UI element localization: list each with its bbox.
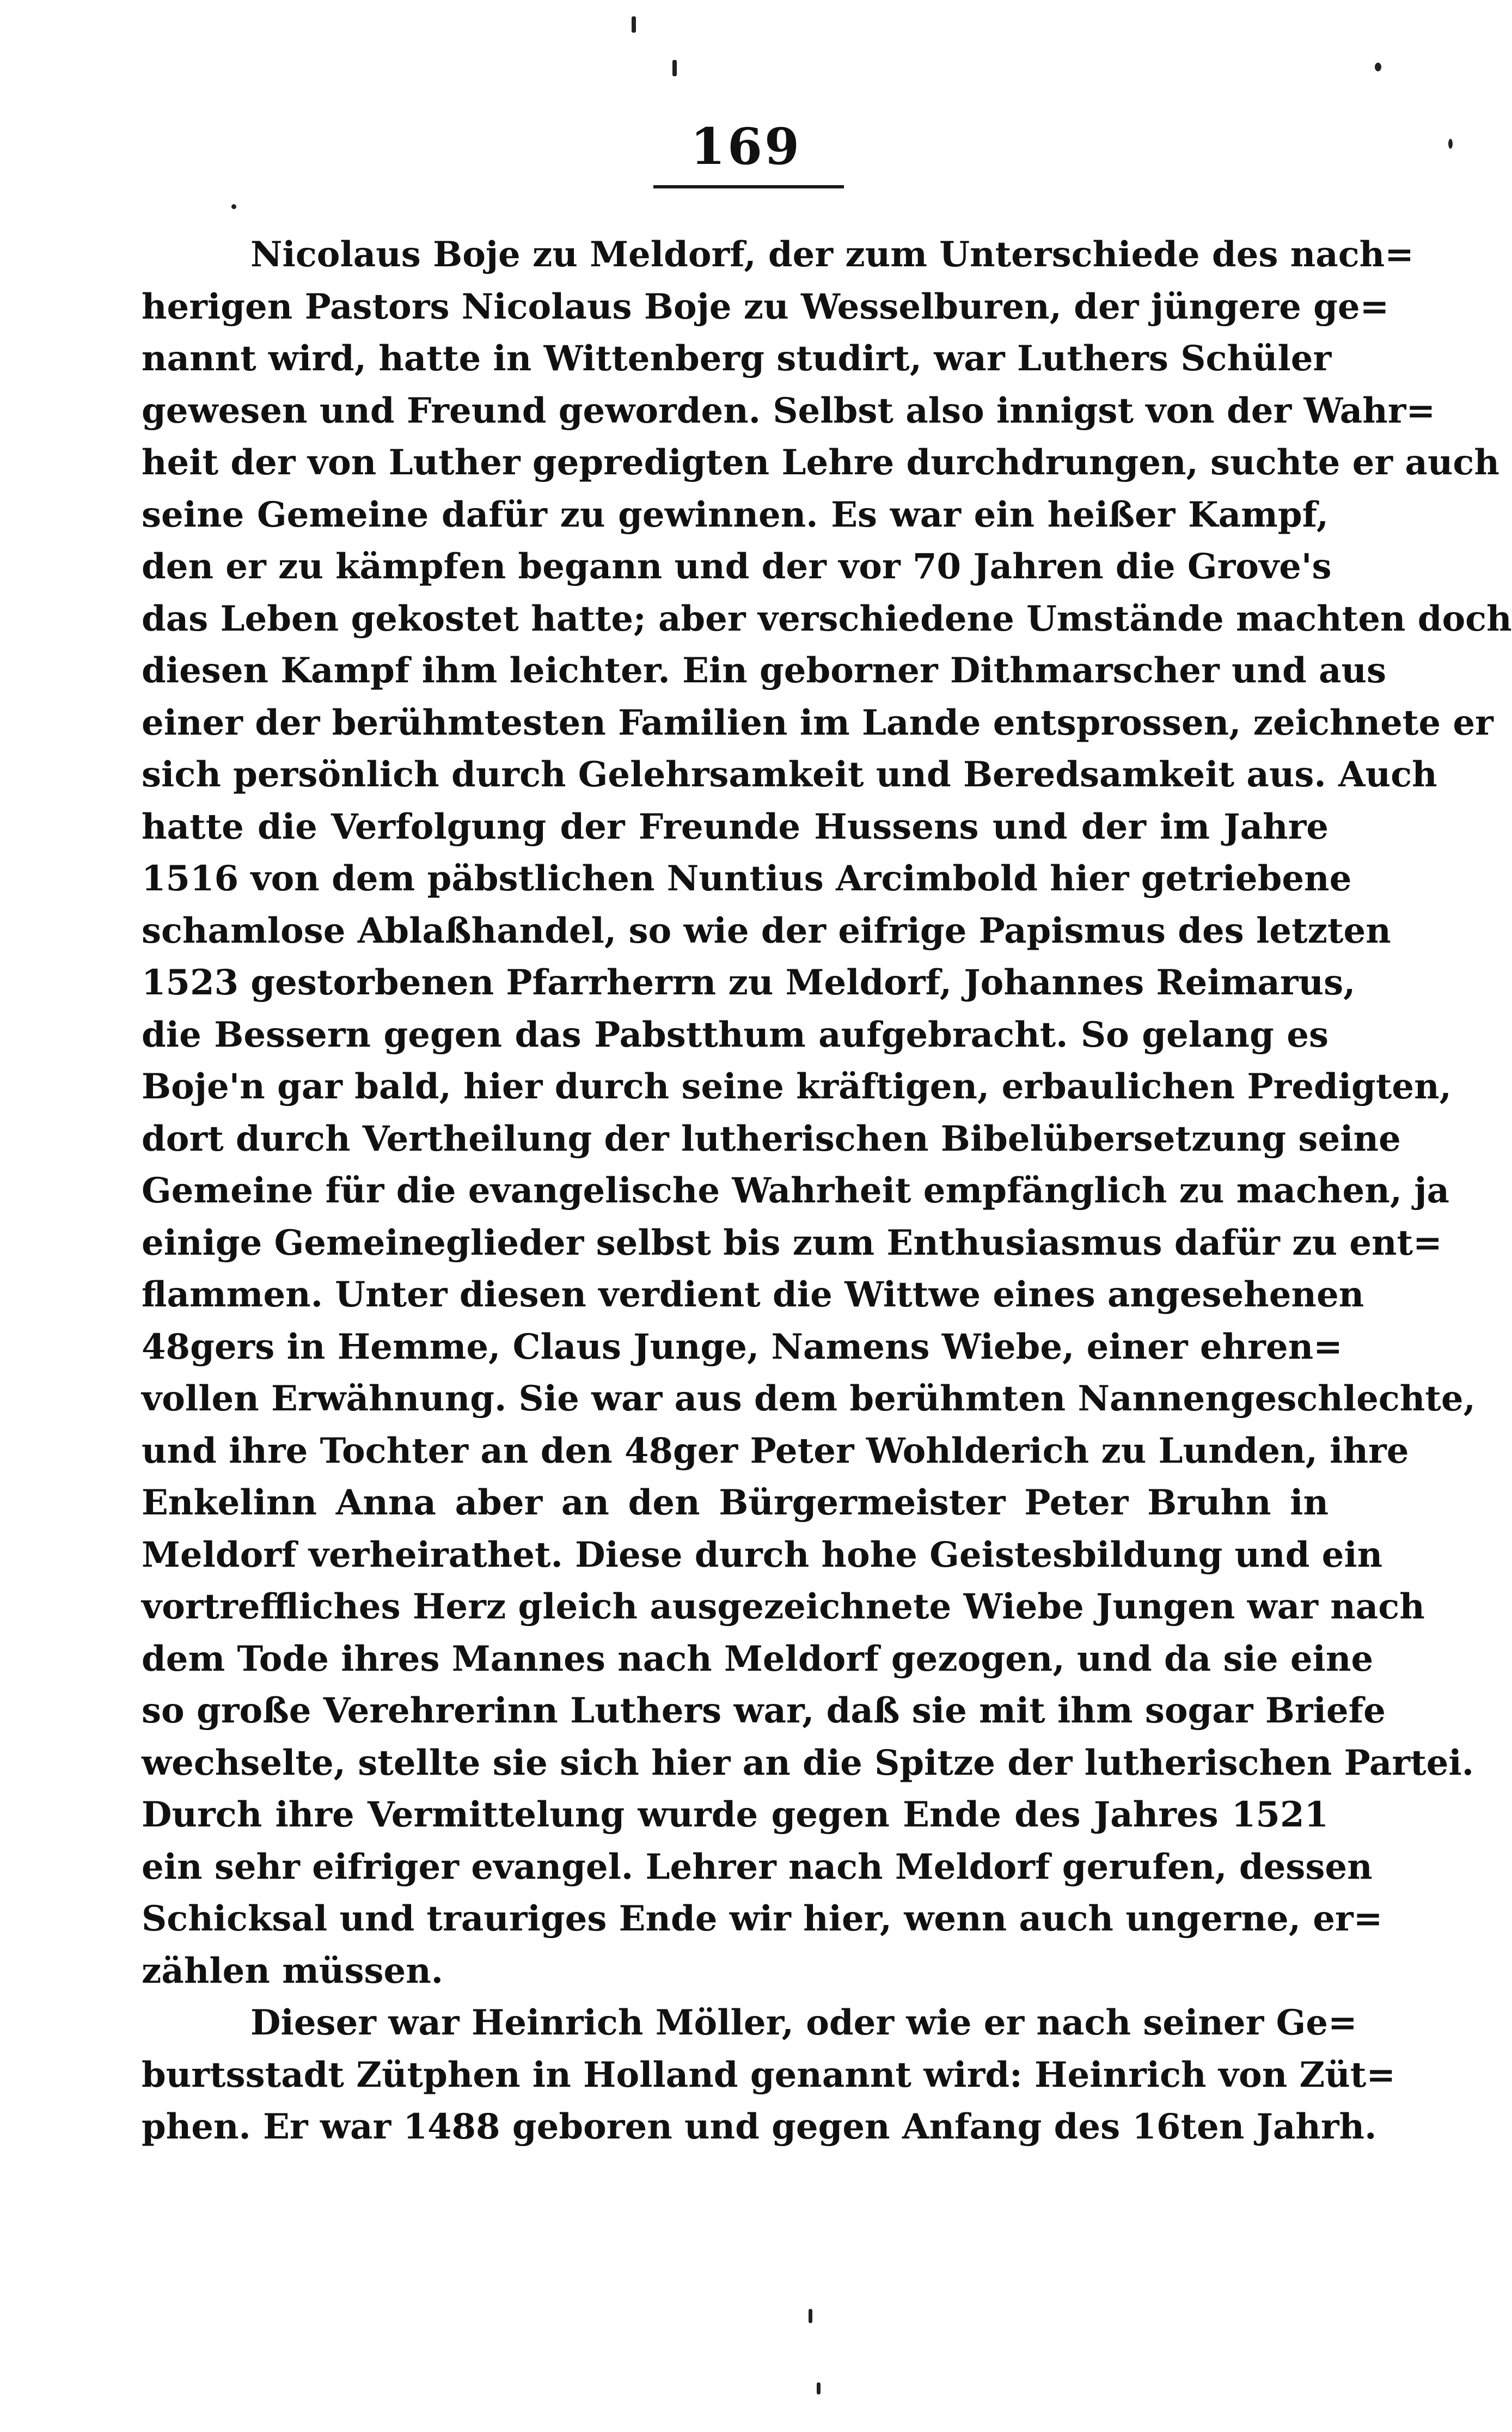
text-line: dem Tode ihres Mannes nach Meldorf gezogen, und da sie eine: [142, 1638, 1374, 1679]
text-line: burtsstadt Zütphen in Holland genannt wird: Heinrich von Züt=: [142, 2054, 1395, 2095]
text-line: schamlose Ablaßhandel, so wie der eifrige Papismus des letzten: [142, 910, 1391, 951]
scan-speck: [632, 16, 636, 33]
text-line: flammen. Unter diesen verdient die Wittwe eines angesehenen: [142, 1274, 1364, 1315]
text-line: 1523 gestorbenen Pfarrherrn zu Meldorf, Johannes Reimarus,: [142, 962, 1356, 1003]
text-line: wechselte, stellte sie sich hier an die Spitze der lutherischen Partei.: [142, 1742, 1474, 1783]
text-line: Nicolaus Boje zu Meldorf, der zum Unterschiede des nach=: [250, 234, 1414, 275]
text-line: einige Gemeineglieder selbst bis zum Enthusiasmus dafür zu ent=: [142, 1222, 1442, 1263]
scan-speck: [1375, 63, 1381, 71]
text-line: Schicksal und trauriges Ende wir hier, wenn auch ungerne, er=: [142, 1898, 1383, 1939]
text-line: vollen Erwähnung. Sie war aus dem berühmten Nannengeschlechte,: [142, 1378, 1476, 1419]
text-line: Dieser war Heinrich Möller, oder wie er nach seiner Ge=: [250, 2002, 1357, 2043]
text-line: Gemeine für die evangelische Wahrheit empfänglich zu machen, ja: [142, 1170, 1449, 1211]
text-line: phen. Er war 1488 geboren und gegen Anfang des 16ten Jahrh.: [142, 2106, 1377, 2147]
text-line: sich persönlich durch Gelehrsamkeit und Beredsamkeit aus. Auch: [142, 754, 1437, 795]
text-line: 1516 von dem päbstlichen Nuntius Arcimbold hier getriebene: [142, 858, 1352, 899]
text-line: einer der berühmtesten Familien im Lande entsprossen, zeichnete er: [142, 702, 1493, 743]
body-text: [142, 229, 1512, 2153]
header-rule: [653, 185, 844, 188]
text-line: zählen müssen.: [142, 1950, 444, 1991]
page-number: 169: [690, 117, 802, 176]
scan-speck: [231, 204, 236, 209]
text-line: Enkelinn Anna aber an den Bürgermeister Peter Bruhn in: [142, 1482, 1329, 1523]
text-line: Boje'n gar bald, hier durch seine kräftigen, erbaulichen Predigten,: [142, 1066, 1452, 1107]
text-line: Durch ihre Vermittelung wurde gegen Ende des Jahres 1521: [142, 1794, 1329, 1835]
text-line: hatte die Verfolgung der Freunde Hussens und der im Jahre: [142, 806, 1329, 847]
text-line: seine Gemeine dafür zu gewinnen. Es war ein heißer Kampf,: [142, 494, 1329, 535]
scan-speck: [672, 60, 677, 76]
paragraph: [142, 229, 1512, 1997]
text-line: die Bessern gegen das Pabstthum aufgebracht. So gelang es: [142, 1014, 1329, 1055]
text-line: diesen Kampf ihm leichter. Ein geborner Dithmarscher und aus: [142, 650, 1387, 691]
text-line: nannt wird, hatte in Wittenberg studirt, war Luthers Schüler: [142, 338, 1332, 379]
scan-speck: [817, 2382, 821, 2394]
scan-speck: [1448, 139, 1453, 149]
scan-speck: [809, 2309, 812, 2323]
paragraph: [142, 1997, 1395, 2153]
text-line: 48gers in Hemme, Claus Junge, Namens Wiebe, einer ehren=: [142, 1326, 1343, 1367]
text-line: ein sehr eifriger evangel. Lehrer nach Meldorf gerufen, dessen: [142, 1846, 1373, 1887]
text-line: so große Verehrerinn Luthers war, daß sie mit ihm sogar Briefe: [142, 1690, 1386, 1731]
text-line: gewesen und Freund geworden. Selbst also innigst von der Wahr=: [142, 390, 1436, 431]
text-line: herigen Pastors Nicolaus Boje zu Wesselburen, der jüngere ge=: [142, 286, 1389, 327]
text-line: Meldorf verheirathet. Diese durch hohe Geistesbildung und ein: [142, 1534, 1383, 1575]
text-line: den er zu kämpfen begann und der vor 70 Jahren die Grove's: [142, 546, 1332, 587]
text-line: und ihre Tochter an den 48ger Peter Wohlderich zu Lunden, ihre: [142, 1430, 1409, 1471]
text-line: dort durch Vertheilung der lutherischen Bibelübersetzung seine: [142, 1118, 1401, 1159]
text-line: das Leben gekostet hatte; aber verschiedene Umstände machten doch: [142, 598, 1512, 639]
text-line: vortreffliches Herz gleich ausgezeichnete Wiebe Jungen war nach: [142, 1586, 1425, 1627]
text-line: heit der von Luther gepredigten Lehre durchdrungen, suchte er auch: [142, 442, 1499, 483]
